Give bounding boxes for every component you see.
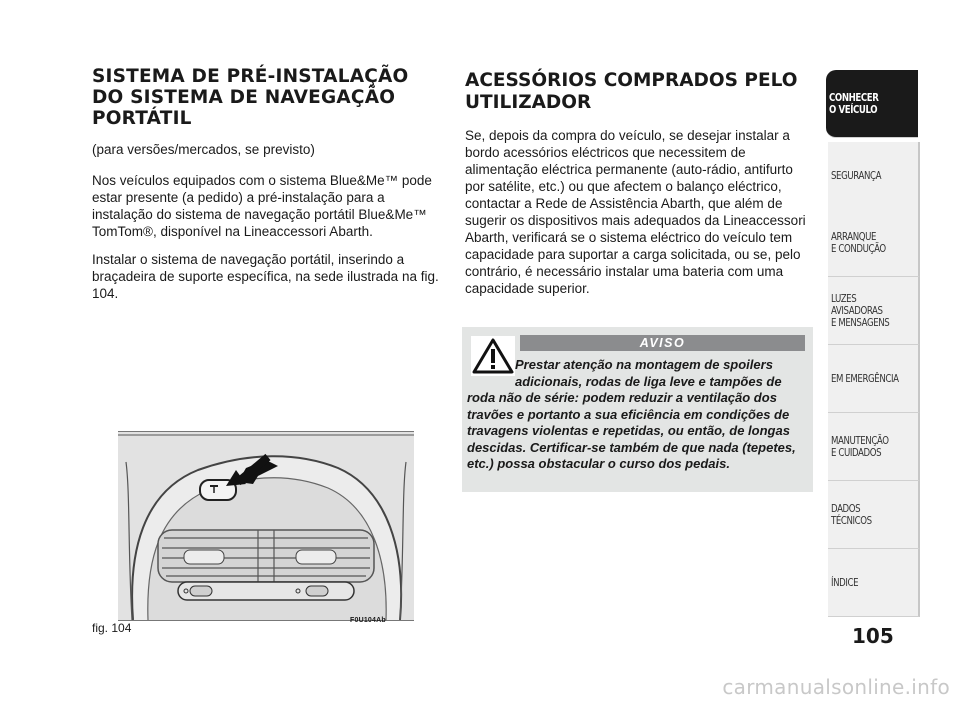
nav-tab-label: DADOS TÉCNICOS — [831, 502, 872, 527]
nav-tab-6[interactable] — [828, 481, 920, 549]
paragraph-install: Instalar o sistema de navegação portátil, inserindo a braçadeira de suporte específica, na sede ilustrada na fig. 104. — [92, 252, 439, 301]
section-subtitle: (para versões/mercados, se previsto) — [92, 142, 315, 157]
nav-tab-label: CONHECER O VEÍCULO — [829, 91, 879, 116]
warning-title: AVISO — [520, 335, 805, 351]
nav-tab-label: MANUTENÇÃO E CUIDADOS — [831, 434, 889, 459]
paragraph-blueme: Nos veículos equipados com o sistema Blue&Me™ pode estar presente (a pedido) a pré-instalação para a instalação do sistema de navegação portátil Blue&Me™ TomTom®, disponível na Lineaccessori Abarth. — [92, 173, 432, 239]
section-heading-navigation: SISTEMA DE PRÉ-INSTALAÇÃO DO SISTEMA DE NAVEGAÇÃO PORTÁTIL — [92, 66, 409, 129]
nav-tab-label: ÍNDICE — [831, 576, 859, 589]
figure-104-dashboard-vent — [118, 431, 414, 621]
nav-tab-2[interactable] — [828, 209, 920, 277]
figure-caption: fig. 104 — [92, 621, 132, 635]
warning-box — [462, 327, 813, 492]
warning-text-content: Prestar atenção na montagem de spoilers adicionais, rodas de liga leve e tampões de roda não de série: podem reduzir a ventilação dos travões e portanto a sua eficiência em condições de travagens violentas e repetidas, ou então, de longas descidas. Certificar-se também de que nada (tepetes, etc.) possa obstacular o curso dos pedais. — [467, 357, 796, 471]
page-number: 105 — [852, 624, 894, 648]
nav-tab-label: ARRANQUE E CONDUÇÃO — [831, 230, 886, 255]
figure-code: F0U104Ab — [350, 617, 386, 624]
nav-tab-3[interactable] — [828, 277, 920, 345]
section-heading-accessories: ACESSÓRIOS COMPRADOS PELO UTILIZADOR — [465, 70, 798, 113]
paragraph-accessories: Se, depois da compra do veículo, se desejar instalar a bordo acessórios eléctricos que necessitem de alimentação eléctrica permanente (auto-rádio, antifurto por satélite, etc.) ou que afectem o balanço eléctrico, contactar a Rede de Assistência Abarth, que além de sugerir os dispositivos mais adequados da Lineaccessori Abarth, verificará se o sistema eléctrico do veículo tem capacidade para suportar a carga solicitada, ou se, pelo contrário, é necessário instalar uma bateria com uma capacidade superior. — [465, 128, 806, 296]
warning-text — [467, 357, 807, 473]
dashboard-illustration — [118, 432, 414, 620]
nav-tab-5[interactable] — [828, 413, 920, 481]
nav-tab-label: LUZES AVISADORAS E MENSAGENS — [831, 292, 890, 329]
footer-watermark: carmanualsonline.info — [722, 675, 950, 699]
nav-tab-0[interactable] — [826, 70, 918, 138]
nav-tab-label: EM EMERGÊNCIA — [831, 372, 899, 385]
nav-tab-1[interactable] — [828, 142, 920, 210]
nav-tab-7[interactable] — [828, 549, 920, 617]
nav-tab-label: SEGURANÇA — [831, 169, 882, 182]
nav-tab-4[interactable] — [828, 345, 920, 413]
